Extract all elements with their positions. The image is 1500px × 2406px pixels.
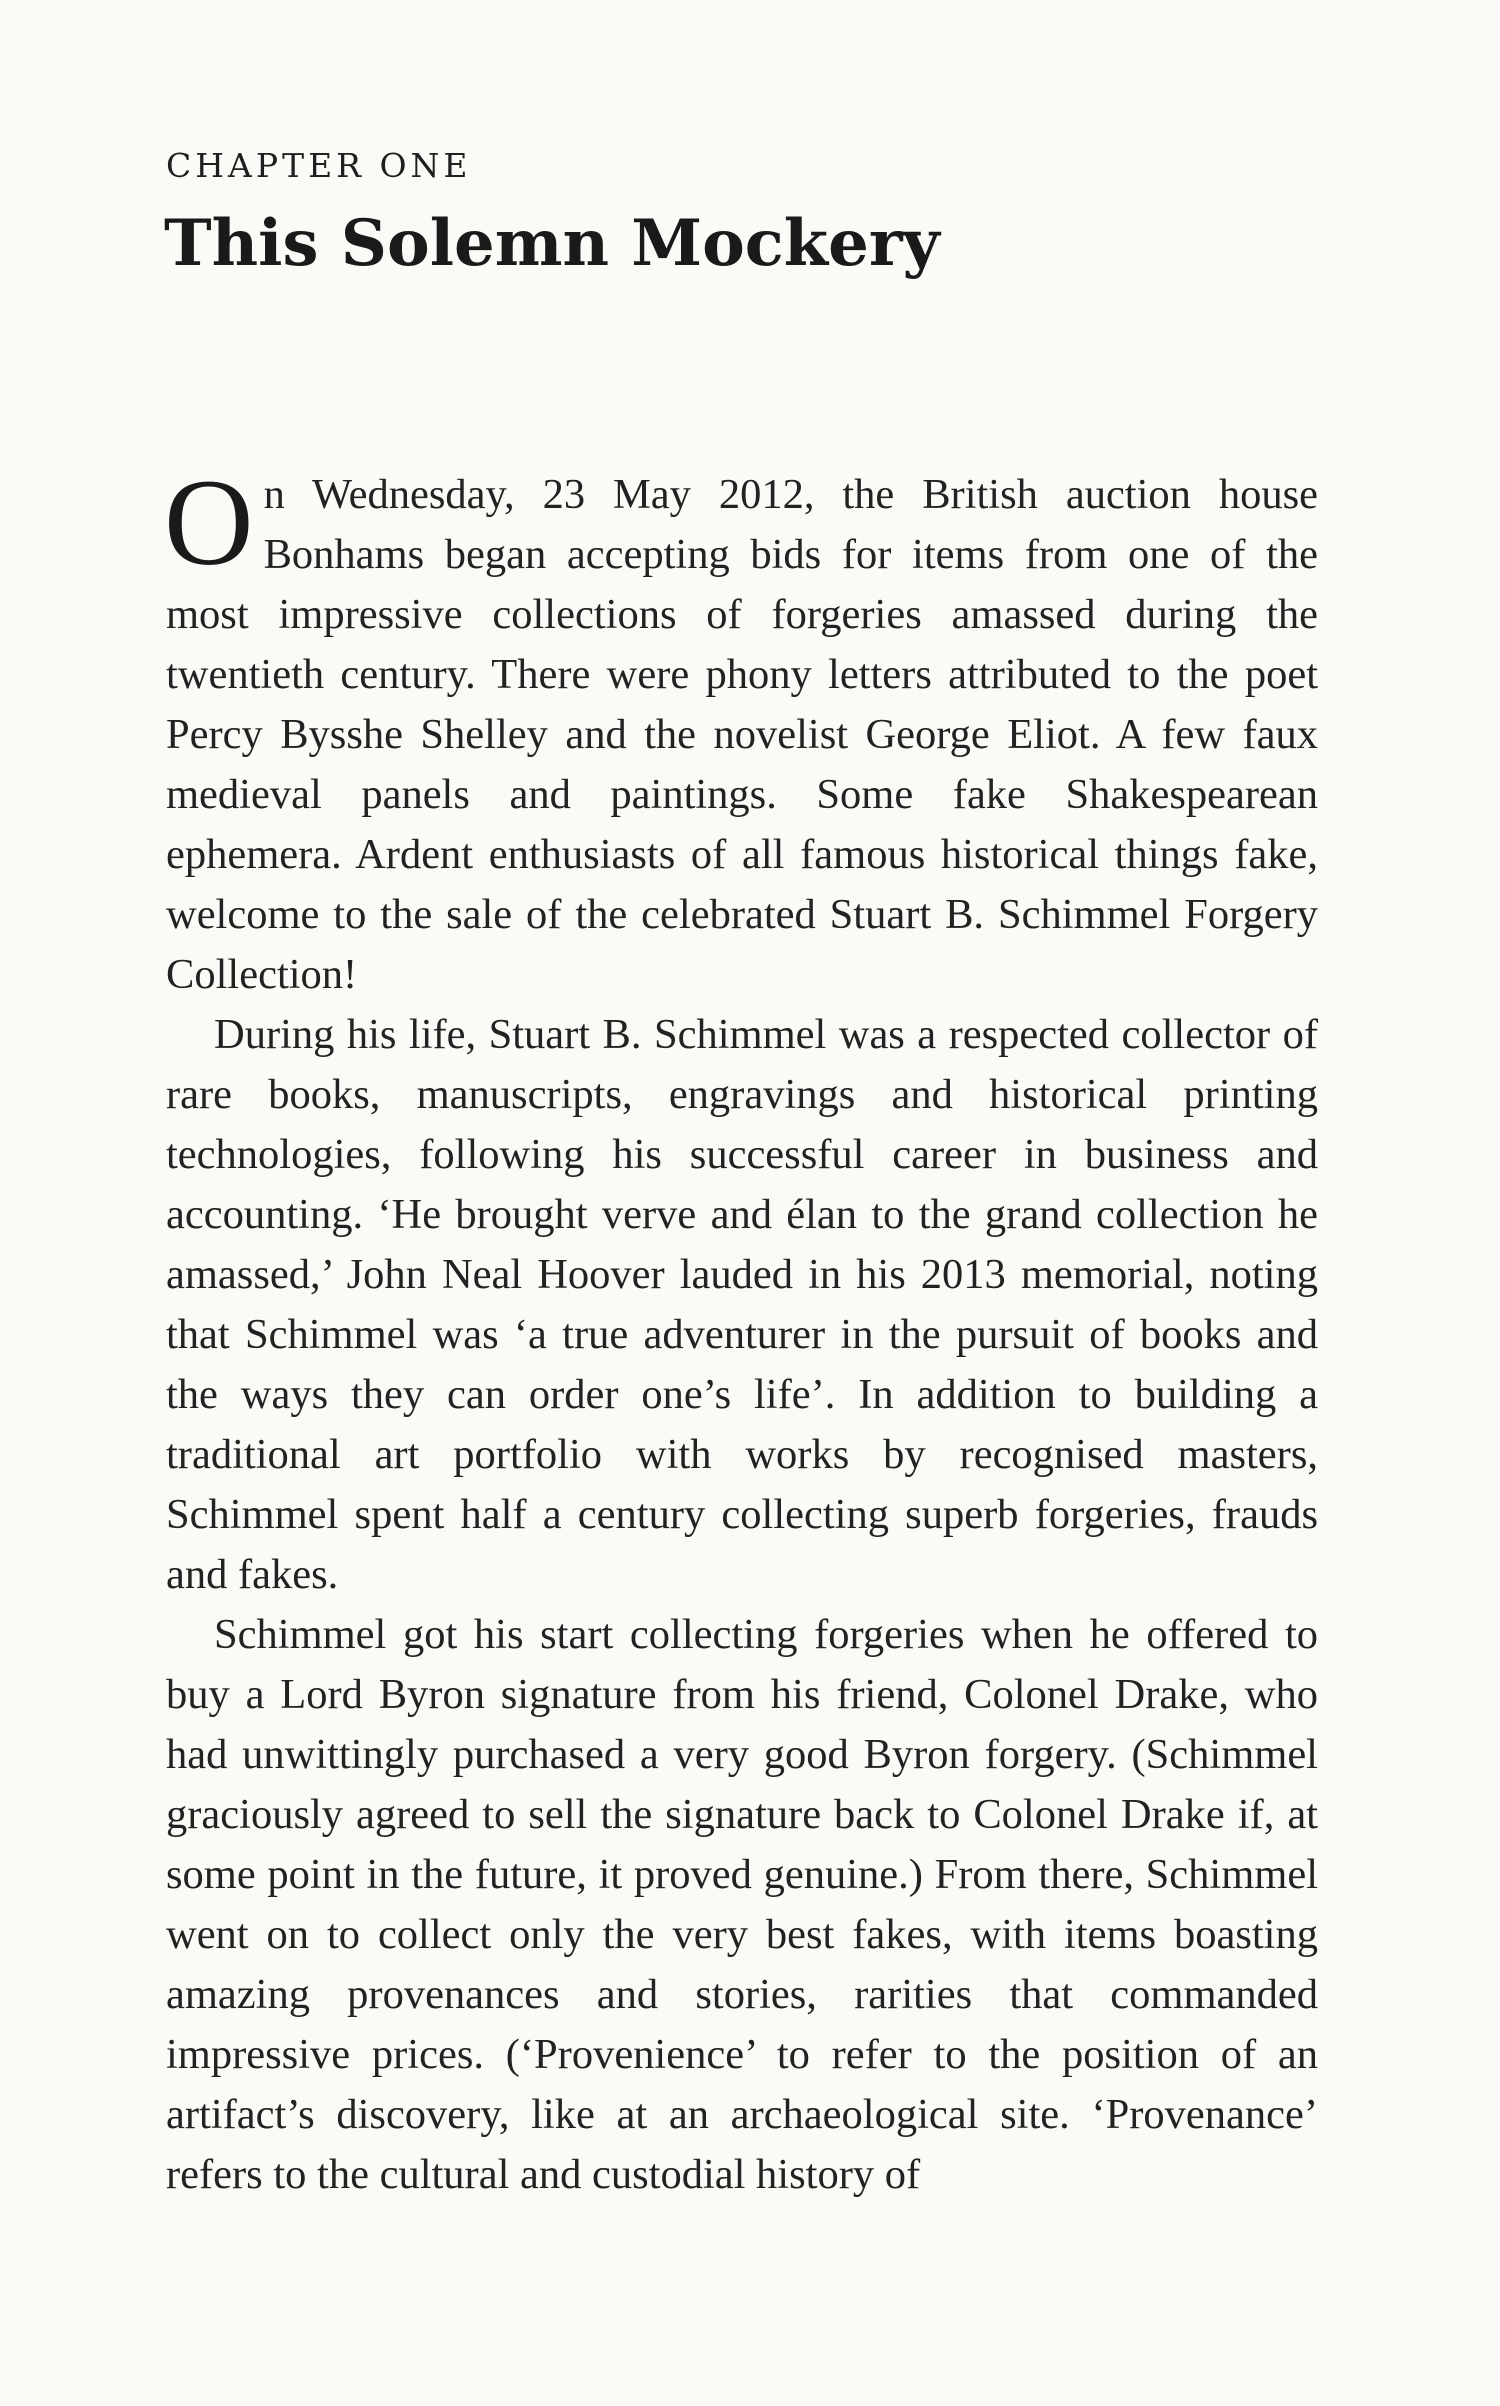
chapter-title: This Solemn Mockery: [164, 206, 940, 281]
paragraph-1-text: n Wednesday, 23 May 2012, the British auction house Bonhams began accepting bids for items from one of the most impressive collections of forgeries amassed during the twentieth century. There were phony letters attributed to the poet Percy Bysshe Shelley and the novelist George Eliot. A few faux medieval panels and paintings. Some fake Shakespearean ephemera. Ardent enthusiasts of all famous historical things fake, welcome to the sale of the celebrated Stuart B. Schimmel Forgery Collection!: [166, 471, 1318, 998]
chapter-label: CHAPTER ONE: [166, 146, 472, 185]
body-text: [164, 454, 1318, 2205]
paragraph-3: Schimmel got his start collecting forgeries when he offered to buy a Lord Byron signature from his friend, Colonel Drake, who had unwittingly purchased a very good Byron forgery. (Schimmel graciously agreed to sell the signature back to Colonel Drake if, at some point in the future, it proved genuine.) From there, Schimmel went on to collect only the very best fakes, with items boasting amazing provenances and stories, rarities that commanded impressive prices. (‘Provenience’ to refer to the position of an artifact’s discovery, like at an archaeological site. ‘Provenance’ refers to the cultural and custodial history of: [166, 1611, 1318, 2198]
paragraph-1: [164, 454, 1318, 1005]
paragraph-2: During his life, Stuart B. Schimmel was a respected collector of rare books, manuscripts, engravings and historical printing technologies, following his successful career in business and accounting. ‘He brought verve and élan to the grand collection he amassed,’ John Neal Hoover lauded in his 2013 memorial, noting that Schimmel was ‘a true adventurer in the pursuit of books and the ways they can order one’s life’. In addition to building a traditional art portfolio with works by recognised masters, Schimmel spent half a century collecting superb forgeries, frauds and fakes.: [166, 1011, 1318, 1598]
drop-cap: O: [164, 454, 254, 591]
